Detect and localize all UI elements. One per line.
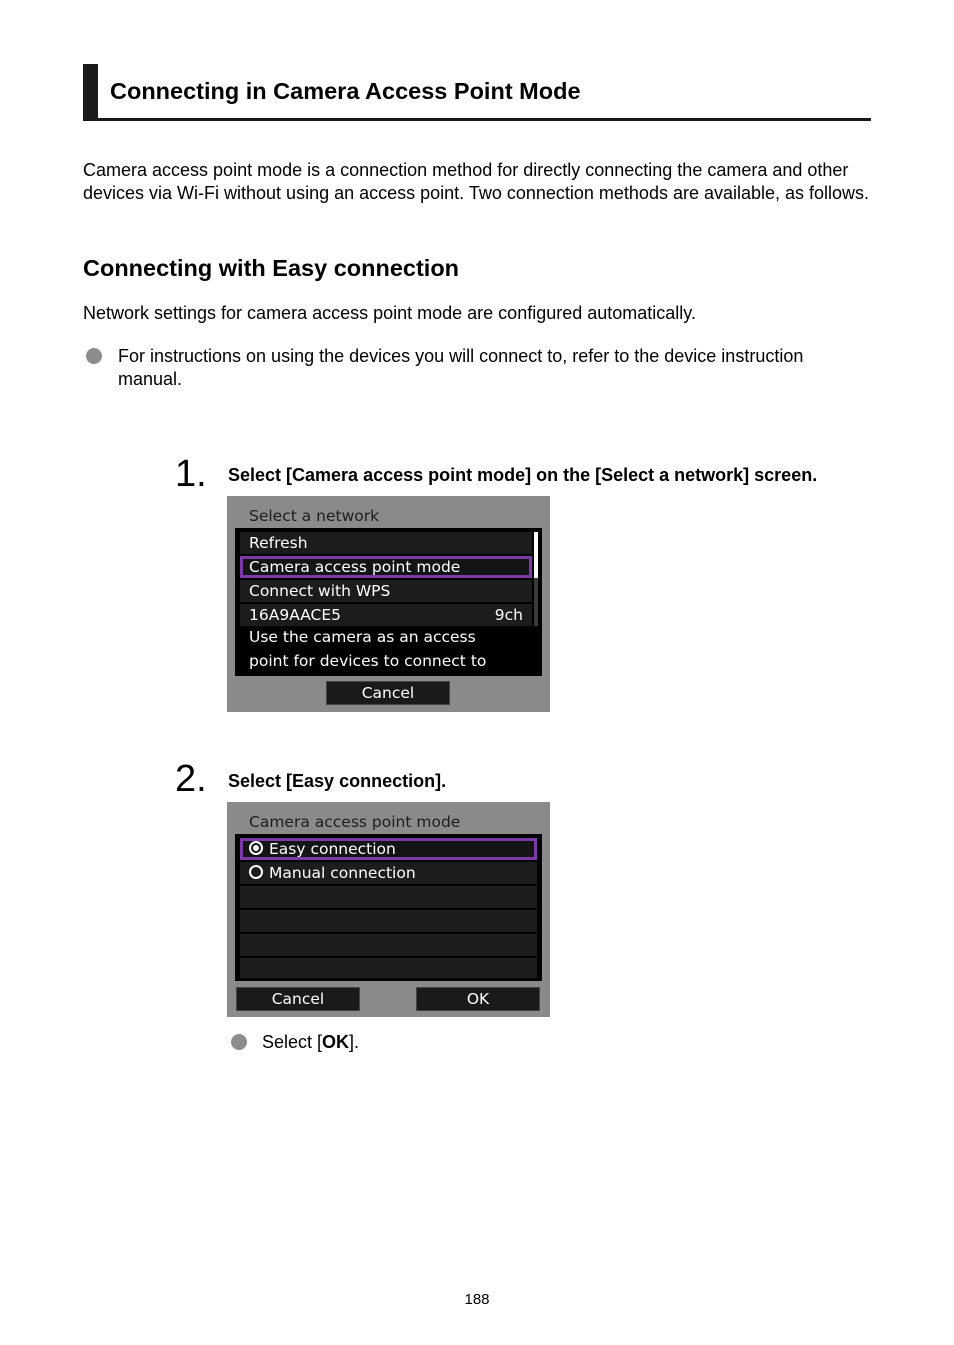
option-label: Easy connection — [269, 840, 396, 858]
page-number: 188 — [464, 1291, 490, 1308]
cancel-button[interactable]: Cancel — [326, 681, 450, 705]
section-header-bar — [83, 64, 98, 121]
option-label: Manual connection — [269, 864, 416, 882]
radio-selected-icon — [249, 841, 263, 855]
step-1-number: 1. — [175, 453, 207, 495]
network-name: 16A9AACE5 — [249, 606, 342, 624]
empty-row — [240, 934, 537, 956]
cancel-button[interactable]: Cancel — [236, 987, 360, 1011]
option-manual-connection[interactable] — [240, 862, 537, 884]
menu-item-camera-access-point-mode[interactable]: Camera access point mode — [240, 556, 532, 578]
option-easy-connection[interactable] — [240, 838, 537, 860]
menu-item-refresh[interactable]: Refresh — [240, 532, 532, 554]
description-line-1: Use the camera as an access — [249, 628, 476, 646]
screen-title: Select a network — [249, 507, 380, 525]
select-network-screen — [227, 496, 550, 712]
subsection-title: Connecting with Easy connection — [83, 255, 460, 281]
ok-button[interactable]: OK — [416, 987, 540, 1011]
note-prefix: Select [ — [262, 1032, 323, 1052]
bullet-note: For instructions on using the devices you will connect to, refer to the device instruction manual. — [118, 346, 804, 389]
network-list-panel — [235, 528, 542, 676]
section-title: Connecting in Camera Access Point Mode — [110, 78, 581, 104]
subsection-text: Network settings for camera access point mode are configured automatically. — [83, 303, 696, 323]
menu-item-connect-with-wps[interactable]: Connect with WPS — [240, 580, 532, 602]
scrollbar-thumb[interactable] — [534, 532, 538, 578]
menu-item-network[interactable] — [240, 604, 532, 626]
section-header-underline — [83, 118, 871, 121]
options-panel — [235, 834, 542, 981]
intro-paragraph: Camera access point mode is a connection method for directly connecting the camera and other devices via Wi-Fi without using an access point. Two connection methods are available, as follows. — [83, 160, 870, 203]
step-1-text: Select [Camera access point mode] on the [Select a network] screen. — [228, 465, 818, 485]
step-2-text: Select [Easy connection]. — [228, 771, 447, 791]
radio-unselected-icon — [249, 865, 263, 879]
empty-row — [240, 886, 537, 908]
note-suffix: ]. — [349, 1032, 360, 1052]
step-2-number: 2. — [175, 758, 207, 800]
bullet-dot — [231, 1034, 247, 1050]
screen-title: Camera access point mode — [249, 813, 461, 831]
select-ok-note — [262, 1031, 662, 1054]
empty-row — [240, 958, 537, 978]
bullet-dot — [86, 348, 102, 364]
empty-row — [240, 910, 537, 932]
description-line-2: point for devices to connect to — [249, 652, 487, 670]
network-channel: 9ch — [494, 606, 523, 624]
camera-access-point-mode-screen — [227, 802, 550, 1017]
note-bold: OK — [322, 1032, 350, 1052]
